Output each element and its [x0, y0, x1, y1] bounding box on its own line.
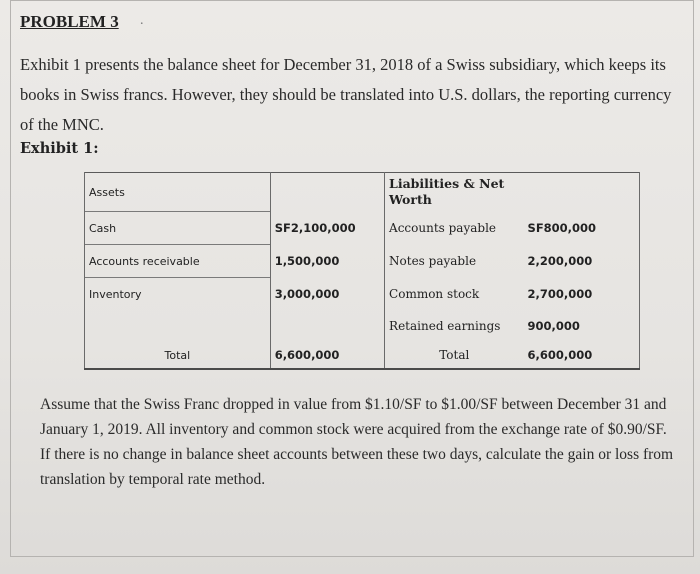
asset-value: SF2,100,000: [270, 212, 384, 245]
asset-total: 6,600,000: [270, 342, 384, 369]
table-header-row: [85, 173, 640, 212]
asset-value: 3,000,000: [270, 278, 384, 311]
liability-value: SF800,000: [524, 212, 640, 245]
asset-label: Inventory: [85, 278, 271, 311]
liability-value: 2,200,000: [524, 245, 640, 278]
intro-paragraph: Exhibit 1 presents the balance sheet for December 31, 2018 of a Swiss subsidiary, which keeps its books in Swiss francs. However, they should be translated into U.S. dollars, the reporting currency of the MNC.: [20, 55, 672, 134]
liability-value: 2,700,000: [524, 278, 640, 311]
asset-value: 1,500,000: [270, 245, 384, 278]
asset-value: [270, 310, 384, 342]
problem-title: PROBLEM 3: [20, 12, 119, 31]
total-row: [85, 342, 640, 369]
liability-label: Notes payable: [389, 254, 477, 268]
total-label: Total: [85, 342, 271, 369]
balance-sheet-table: [84, 172, 640, 370]
table-row: [85, 310, 640, 342]
liability-total: 6,600,000: [524, 342, 640, 369]
liability-label: Accounts payable: [389, 221, 497, 235]
assets-header: Assets: [85, 173, 271, 212]
liability-total-label: Total: [439, 348, 470, 362]
table-row: [85, 212, 640, 245]
asset-label: Cash: [85, 212, 271, 245]
title-mark: .: [140, 13, 144, 28]
liability-value: 900,000: [524, 310, 640, 342]
table-row: [85, 245, 640, 278]
asset-label: [85, 310, 271, 342]
liabilities-header: Liabilities & Net Worth: [389, 176, 505, 208]
liability-label: Common stock: [389, 286, 480, 301]
asset-label: Accounts receivable: [85, 245, 271, 278]
question-paragraph: Assume that the Swiss Franc dropped in value from $1.10/SF to $1.00/SF between December 31 and January 1, 2019. All inventory and common stock were acquired from the exchange rate of $0.90/SF. If there is no change in balance sheet accounts between these two days, calculate the gain or loss from translation by temporal rate method.: [40, 396, 674, 488]
liability-label: Retained earnings: [389, 319, 501, 333]
table-row: [85, 278, 640, 311]
exhibit-label: Exhibit 1:: [20, 140, 99, 157]
